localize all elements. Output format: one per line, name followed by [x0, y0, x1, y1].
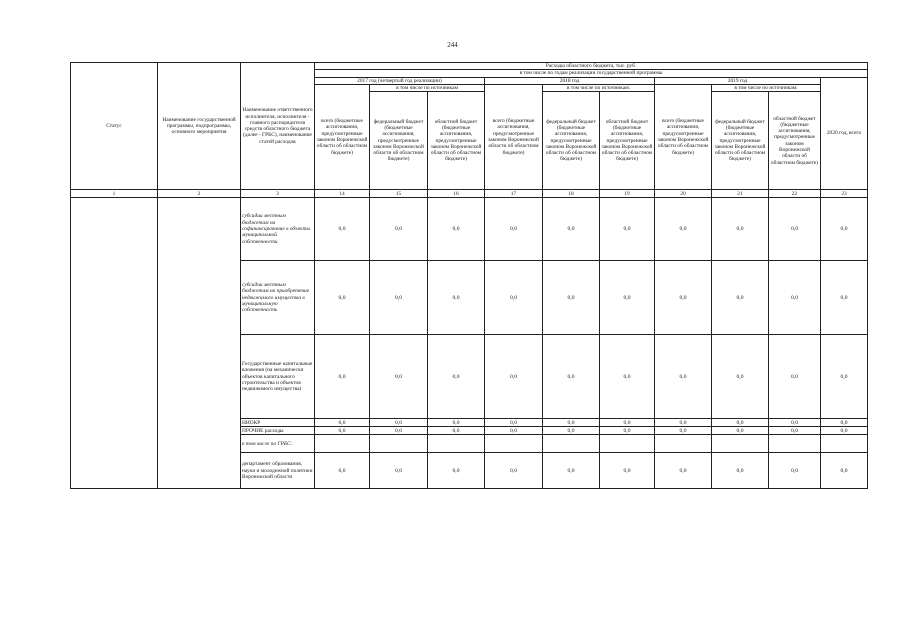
table-cell: 0,0 — [370, 453, 428, 489]
row-label: департамент образования, науки и молодежной политики Воронежской области — [241, 453, 315, 489]
table-cell: 0,0 — [543, 427, 600, 435]
table-cell: 0,0 — [600, 419, 655, 427]
row-label: НИОКР — [241, 419, 315, 427]
table-cell: 0,0 — [655, 198, 712, 261]
header-year-2017: 2017 год (четвертый год реализации) — [315, 77, 485, 84]
table-cell: 0,0 — [712, 419, 769, 427]
col-number: 15 — [370, 190, 428, 198]
table-cell: 0,0 — [428, 453, 485, 489]
table-cell: 0,0 — [543, 453, 600, 489]
table-cell — [821, 435, 868, 453]
table-cell — [485, 435, 543, 453]
table-cell: 0,0 — [712, 427, 769, 435]
table-cell: 0,0 — [485, 198, 543, 261]
col-number: 20 — [655, 190, 712, 198]
table-cell: 0,0 — [315, 198, 370, 261]
header-2019-federal: федеральный бюджет (бюджетные ассигнования, предусмотренные законом Воронежской области об областном бюджете) — [712, 92, 769, 190]
table-cell: 0,0 — [370, 261, 428, 335]
table-cell — [655, 435, 712, 453]
table-cell: 0,0 — [769, 198, 821, 261]
table-cell: 0,0 — [543, 335, 600, 419]
col-number: 23 — [821, 190, 868, 198]
header-year-2019: 2019 год — [655, 77, 821, 84]
header-2019-total: всего (бюджетные ассигнования, предусмотренные законом Воронежской области об областном бюджете) — [655, 84, 712, 189]
table-cell: 0,0 — [428, 419, 485, 427]
table-cell: 0,0 — [769, 335, 821, 419]
header-2018-federal: федеральный бюджет (бюджетные ассигнования, предусмотренные законом Воронежской области об областном бюджете) — [543, 92, 600, 190]
table-cell: 0,0 — [821, 419, 868, 427]
table-cell: 0,0 — [655, 419, 712, 427]
table-cell: 0,0 — [821, 198, 868, 261]
table-cell: 0,0 — [712, 335, 769, 419]
header-2017-total: всего (бюджетные ассигнования, предусмотренные законом Воронежской области об областном бюджете) — [315, 84, 370, 189]
table-cell — [543, 435, 600, 453]
table-cell: 0,0 — [769, 427, 821, 435]
table-cell: 0,0 — [543, 419, 600, 427]
table-cell — [370, 435, 428, 453]
table-cell: 0,0 — [600, 261, 655, 335]
table-cell — [428, 435, 485, 453]
table-cell: 0,0 — [655, 261, 712, 335]
status-cell — [71, 198, 158, 489]
table-cell: 0,0 — [655, 453, 712, 489]
table-cell: 0,0 — [769, 453, 821, 489]
table-cell — [769, 435, 821, 453]
table-cell: 0,0 — [600, 453, 655, 489]
table-cell: 0,0 — [428, 335, 485, 419]
col-number: 16 — [428, 190, 485, 198]
header-2019-sources: в том числе по источникам: — [712, 84, 821, 91]
table-cell: 0,0 — [712, 261, 769, 335]
table-cell: 0,0 — [712, 453, 769, 489]
header-2018-sources: в том числе по источникам: — [543, 84, 655, 91]
table-cell: 0,0 — [485, 419, 543, 427]
row-label: Государственные капитальные вложения (на механически объектов капитального строительства и объектов недвижимого имущества) — [241, 335, 315, 419]
page-number: 244 — [447, 41, 458, 49]
header-status: Статус — [71, 63, 158, 190]
table-cell: 0,0 — [428, 261, 485, 335]
table-cell: 0,0 — [600, 198, 655, 261]
row-label: в том числе по ГРБС: — [241, 435, 315, 453]
header-2018-total: всего (бюджетные ассигнования, предусмотренные законом Воронежской области об областном бюджете) — [485, 84, 543, 189]
table-cell — [315, 435, 370, 453]
table-cell: 0,0 — [370, 198, 428, 261]
table-cell: 0,0 — [315, 261, 370, 335]
table-cell — [712, 435, 769, 453]
table-cell: 0,0 — [315, 427, 370, 435]
header-program-name: Наименование государственной программы, подпрограммы, основного мероприятия — [158, 63, 241, 190]
header-2019-regional: областной бюджет (бюджетные ассигнования, предусмотренные законом Воронежской области об областном бюджете) — [769, 92, 821, 190]
col-number: 3 — [241, 190, 315, 198]
col-number: 2 — [158, 190, 241, 198]
table-cell: 0,0 — [485, 335, 543, 419]
row-label: субсидии местным бюджетам на приобретение недвижимого имущества в муниципальную собственность — [241, 261, 315, 335]
col-number: 1 — [71, 190, 158, 198]
table-cell: 0,0 — [485, 453, 543, 489]
header-by-years: в том числе по годам реализации государственной программы — [315, 70, 868, 77]
table-cell: 0,0 — [655, 335, 712, 419]
budget-table — [70, 62, 868, 489]
row-label: субсидии местным бюджетам на софинансирование в объекты муниципальной собственности — [241, 198, 315, 261]
table-cell: 0,0 — [821, 427, 868, 435]
col-number: 22 — [769, 190, 821, 198]
table-cell: 0,0 — [821, 261, 868, 335]
header-2018-regional: областной бюджет (бюджетные ассигнования, предусмотренные законом Воронежской области об областном бюджете) — [600, 92, 655, 190]
header-2017-federal: федеральный бюджет (бюджетные ассигнования, предусмотренные законом Воронежской области об областном бюджете) — [370, 92, 428, 190]
header-year-2018: 2018 год — [485, 77, 655, 84]
table-cell: 0,0 — [712, 198, 769, 261]
header-executor: Наименование ответственного исполнителя, исполнителя - главного распорядителя средств областного бюджета (далее - ГРБС), наименование статей расходов — [241, 63, 315, 190]
col-number: 18 — [543, 190, 600, 198]
col-number: 14 — [315, 190, 370, 198]
col-number: 17 — [485, 190, 543, 198]
col-number: 19 — [600, 190, 655, 198]
header-expenses-title: Расходы областного бюджета, тыс. руб. — [315, 63, 868, 70]
table-cell: 0,0 — [769, 261, 821, 335]
table-cell: 0,0 — [543, 198, 600, 261]
table-cell: 0,0 — [543, 261, 600, 335]
table-cell: 0,0 — [315, 335, 370, 419]
col-number: 21 — [712, 190, 769, 198]
table-cell: 0,0 — [821, 453, 868, 489]
program-name-cell — [158, 198, 241, 489]
table-cell: 0,0 — [655, 427, 712, 435]
table-cell: 0,0 — [370, 335, 428, 419]
table-cell: 0,0 — [370, 419, 428, 427]
table-cell: 0,0 — [600, 427, 655, 435]
table-cell: 0,0 — [485, 427, 543, 435]
table-cell: 0,0 — [315, 419, 370, 427]
table-cell: 0,0 — [600, 335, 655, 419]
table-cell: 0,0 — [769, 419, 821, 427]
header-2020-total: 2020 год, всего — [821, 77, 868, 190]
table-cell: 0,0 — [370, 427, 428, 435]
table-cell: 0,0 — [485, 261, 543, 335]
row-label: ПРОЧИЕ расходы — [241, 427, 315, 435]
header-2017-regional: областной бюджет (бюджетные ассигнования, предусмотренные законом Воронежской области об областном бюджете) — [428, 92, 485, 190]
table-cell: 0,0 — [821, 335, 868, 419]
table-cell: 0,0 — [428, 198, 485, 261]
header-2017-sources: в том числе по источникам — [370, 84, 485, 91]
table-cell — [600, 435, 655, 453]
table-cell: 0,0 — [315, 453, 370, 489]
table-cell: 0,0 — [428, 427, 485, 435]
